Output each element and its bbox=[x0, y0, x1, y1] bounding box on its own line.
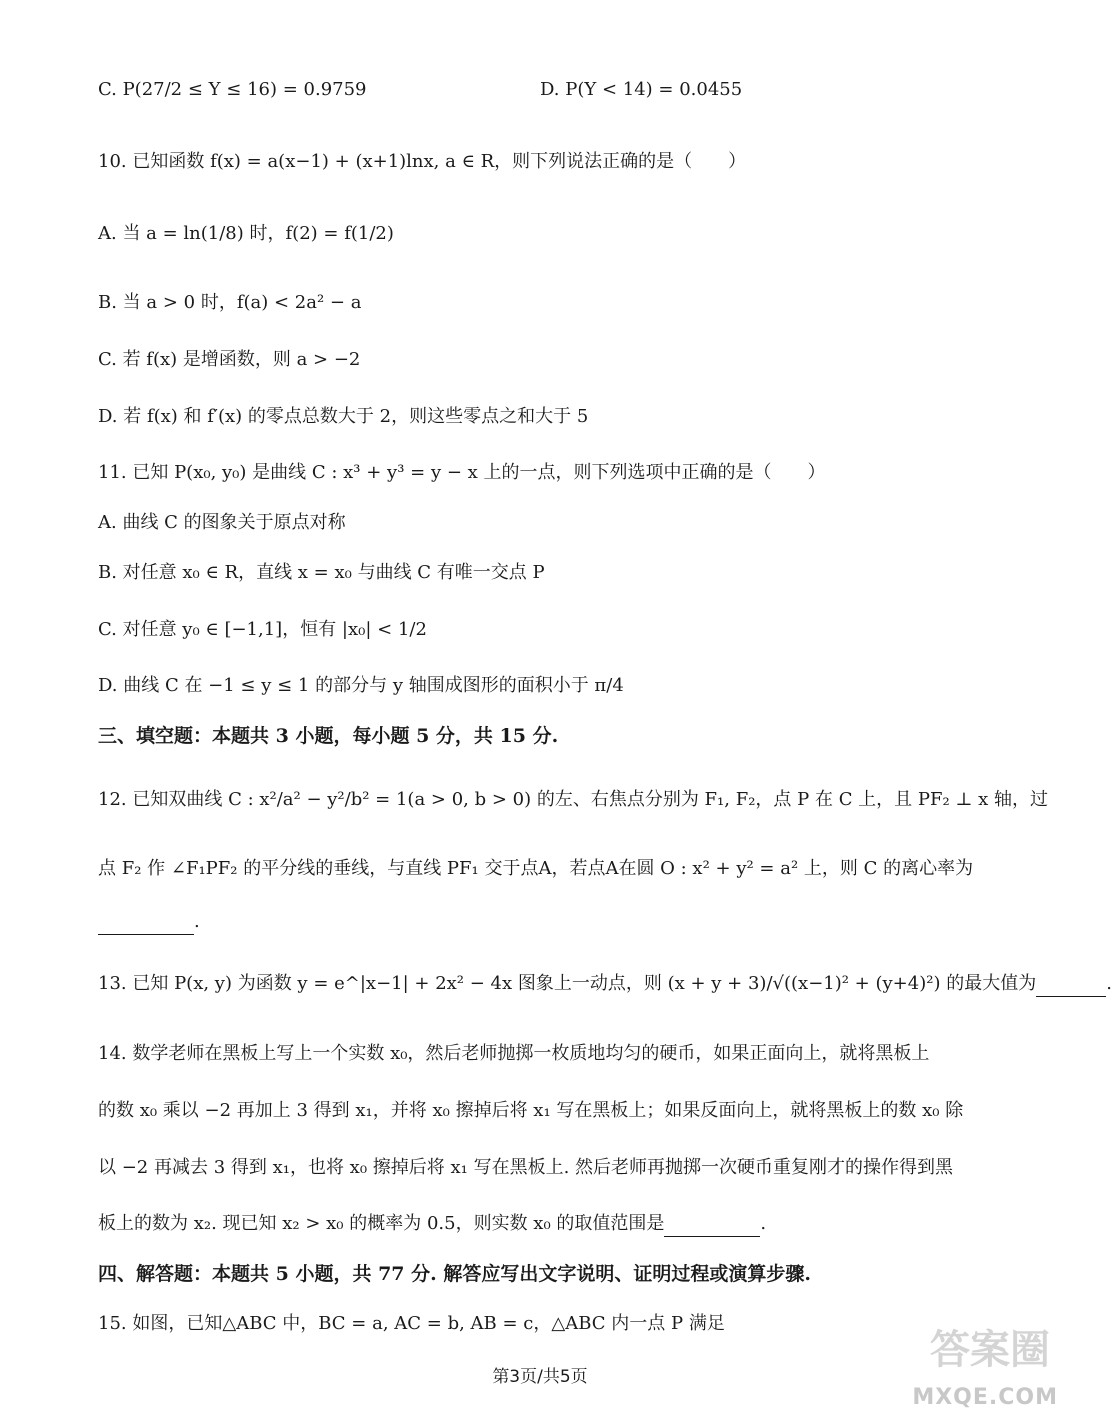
answer-blank bbox=[1036, 972, 1106, 997]
q12-line-1: 12. 已知双曲线 C : x²/a² − y²/b² = 1(a > 0, b > 0) 的左、右焦点分别为 F₁, F₂，点 P 在 C 上，且 PF₂ ⊥ x 轴，过 bbox=[98, 789, 1048, 810]
q12-line-2: 点 F₂ 作 ∠F₁PF₂ 的平分线的垂线，与直线 PF₁ 交于点A，若点A在圆 O : x² + y² = a² 上，则 C 的离心率为 bbox=[98, 858, 974, 879]
q10-option-c: C. 若 f(x) 是增函数，则 a > −2 bbox=[98, 349, 361, 370]
q10-option-a: A. 当 a = ln(1/8) 时，f(2) = f(1/2) bbox=[98, 223, 394, 244]
section-3-heading: 三、填空题：本题共 3 小题，每小题 5 分，共 15 分. bbox=[98, 725, 559, 747]
watermark-logo bbox=[908, 1318, 1058, 1410]
q11-option-b: B. 对任意 x₀ ∈ R，直线 x = x₀ 与曲线 C 有唯一交点 P bbox=[98, 562, 545, 583]
answer-blank bbox=[664, 1212, 760, 1237]
q14-period: . bbox=[760, 1213, 767, 1234]
q10-option-b: B. 当 a > 0 时，f(a) < 2a² − a bbox=[98, 292, 362, 313]
q13-stem bbox=[98, 972, 1112, 997]
q14-line-3: 以 −2 再减去 3 得到 x₁，也将 x₀ 擦掉后将 x₁ 写在黑板上. 然后老师再抛掷一次硬币重复刚才的操作得到黑 bbox=[98, 1157, 954, 1178]
page-footer: 第3页/共5页 bbox=[492, 1367, 588, 1387]
q10-option-d: D. 若 f(x) 和 f′(x) 的零点总数大于 2，则这些零点之和大于 5 bbox=[98, 406, 589, 427]
q14-line-4 bbox=[98, 1212, 766, 1237]
q13-period: . bbox=[1106, 973, 1112, 994]
q10-stem: 10. 已知函数 f(x) = a(x−1) + (x+1)lnx, a ∈ R，则下列说法正确的是（ ） bbox=[98, 151, 747, 172]
answer-blank bbox=[98, 910, 194, 935]
q12-period: . bbox=[194, 911, 200, 932]
q14-line-1: 14. 数学老师在黑板上写上一个实数 x₀，然后老师抛掷一枚质地均匀的硬币，如果正面向上，就将黑板上 bbox=[98, 1043, 930, 1064]
watermark-site-text: MXQE.COM bbox=[912, 1385, 1058, 1410]
watermark-logo-mark: 答案圈 bbox=[930, 1327, 1050, 1373]
section-4-heading: 四、解答题：本题共 5 小题，共 77 分. 解答应写出文字说明、证明过程或演算步骤. bbox=[98, 1263, 811, 1285]
q14-line-2: 的数 x₀ 乘以 −2 再加上 3 得到 x₁，并将 x₀ 擦掉后将 x₁ 写在黑板上；如果反面向上，就将黑板上的数 x₀ 除 bbox=[98, 1100, 964, 1121]
q14-text: 板上的数为 x₂. 现已知 x₂ > x₀ 的概率为 0.5，则实数 x₀ 的取值范围是 bbox=[98, 1213, 665, 1234]
q11-stem: 11. 已知 P(x₀, y₀) 是曲线 C : x³ + y³ = y − x 上的一点，则下列选项中正确的是（ ） bbox=[98, 462, 826, 483]
q11-option-c: C. 对任意 y₀ ∈ [−1,1]，恒有 |x₀| < 1/2 bbox=[98, 619, 427, 640]
q11-option-d: D. 曲线 C 在 −1 ≤ y ≤ 1 的部分与 y 轴围成图形的面积小于 π/4 bbox=[98, 675, 624, 696]
q9-option-c: C. P(27/2 ≤ Y ≤ 16) = 0.9759 bbox=[98, 79, 367, 100]
q13-text: 13. 已知 P(x, y) 为函数 y = e^|x−1| + 2x² − 4x 图象上一动点，则 (x + y + 3)/√((x−1)² + (y+4)²) 的最大值为 bbox=[98, 973, 1037, 994]
q15-stem: 15. 如图，已知△ABC 中，BC = a, AC = b, AB = c，△ABC 内一点 P 满足 bbox=[98, 1313, 725, 1334]
q11-option-a: A. 曲线 C 的图象关于原点对称 bbox=[98, 512, 346, 533]
q9-option-d: D. P(Y < 14) = 0.0455 bbox=[540, 79, 743, 100]
q12-line-3 bbox=[98, 910, 200, 935]
